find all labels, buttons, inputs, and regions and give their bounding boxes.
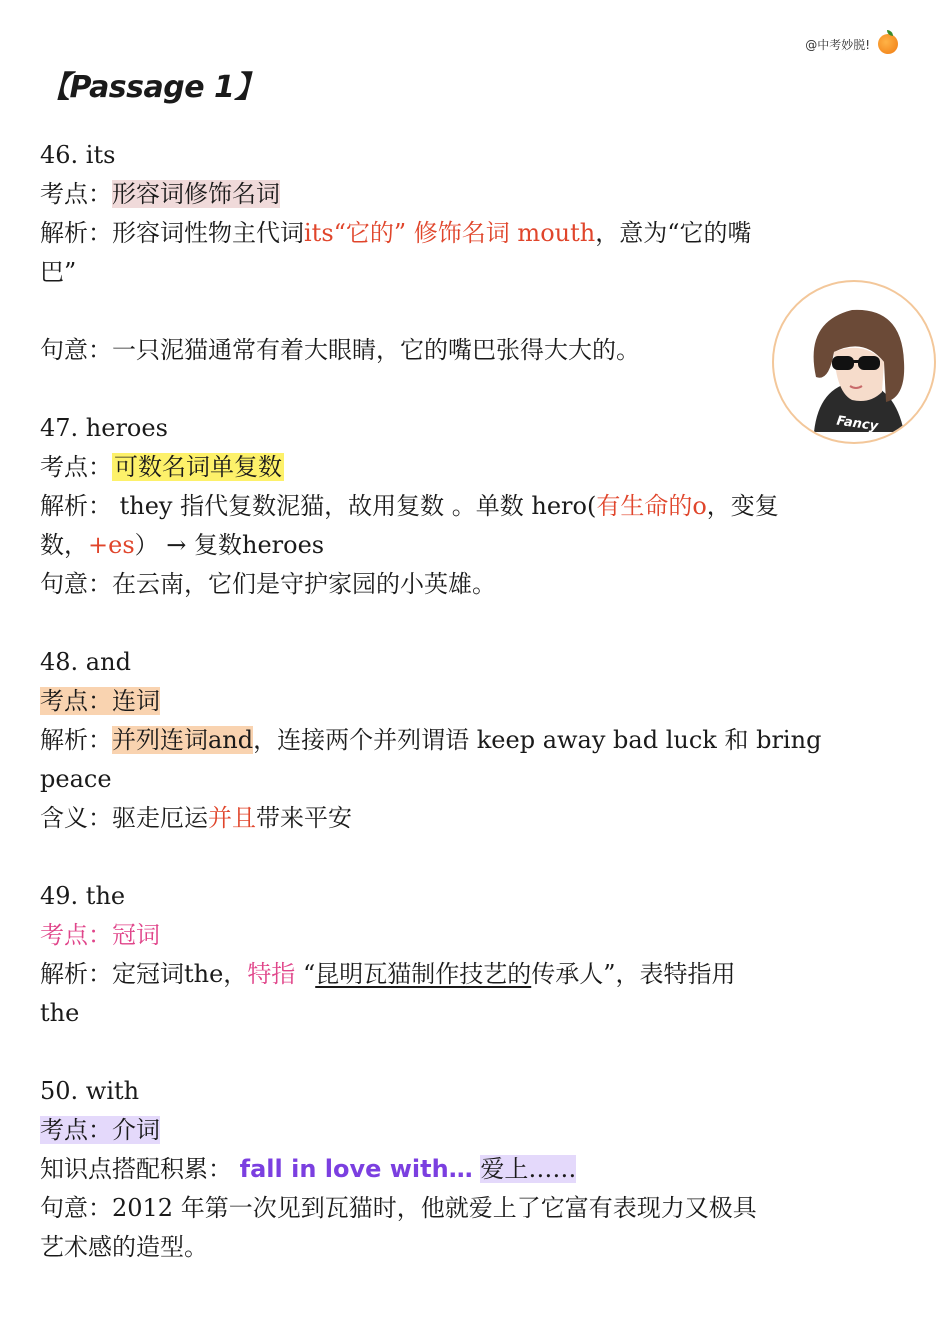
q50-kaodian: 考点：介词 bbox=[40, 1116, 160, 1144]
q47-kaodian-value: 可数名词单复数 bbox=[114, 453, 282, 481]
q50-phrase: fall in love with… bbox=[239, 1155, 473, 1183]
q47-jiexi-cont: 数，+es） → 复数heroes bbox=[40, 531, 325, 559]
q50-phrase-meaning: 爱上…… bbox=[480, 1155, 577, 1183]
orange-icon bbox=[878, 34, 898, 54]
q50-zhishi: 知识点搭配积累： fall in love with… 爱上…… bbox=[40, 1155, 577, 1183]
q46-kaodian: 考点：形容词修饰名词 bbox=[40, 180, 280, 208]
q47-kaodian: 考点：可数名词单复数 bbox=[40, 453, 282, 481]
q50-juyi-cont: 艺术感的造型。 bbox=[40, 1233, 208, 1261]
q48-heading: 48. and bbox=[40, 648, 131, 676]
q48-jiexi-cont: peace bbox=[40, 765, 112, 793]
q50-juyi: 句意：2012 年第一次见到瓦猫时，他就爱上了它富有表现力又极具 bbox=[40, 1194, 757, 1222]
q46-heading: 46. its bbox=[40, 141, 116, 169]
watermark-text: @中考妙脱! bbox=[805, 37, 870, 52]
q50-heading: 50. with bbox=[40, 1077, 140, 1105]
q48-kaodian: 考点：连词 bbox=[40, 687, 160, 715]
q48-hanyi: 含义：驱走厄运并且带来平安 bbox=[40, 804, 352, 832]
q47-heading: 47. heroes bbox=[40, 414, 168, 442]
answer-content bbox=[40, 136, 908, 1267]
avatar-signature: Fancy bbox=[835, 413, 879, 435]
watermark bbox=[805, 34, 898, 54]
q46-jiexi: 解析：形容词性物主代词its“它的” 修饰名词 mouth，意为“它的嘴 bbox=[40, 219, 752, 247]
q47-juyi: 句意：在云南，它们是守护家园的小英雄。 bbox=[40, 570, 496, 598]
q46-juyi: 句意：一只泥猫通常有着大眼睛，它的嘴巴张得大大的。 bbox=[40, 336, 640, 364]
q46-jiexi-cont: 巴” bbox=[40, 258, 77, 286]
q49-kaodian: 考点：冠词 bbox=[40, 921, 160, 949]
q49-heading: 49. the bbox=[40, 882, 126, 910]
q46-kaodian-value: 形容词修饰名词 bbox=[112, 180, 280, 208]
q47-jiexi: 解析： they 指代复数泥猫，故用复数 。单数 hero(有生命的o，变复 bbox=[40, 492, 779, 520]
q48-jiexi: 解析：并列连词and，连接两个并列谓语 keep away bad luck 和 bring bbox=[40, 726, 822, 754]
q49-jiexi: 解析：定冠词the，特指 “昆明瓦猫制作技艺的传承人”，表特指用 bbox=[40, 960, 736, 988]
passage-title: 【Passage 1】 bbox=[40, 70, 264, 105]
q49-jiexi-cont: the bbox=[40, 999, 80, 1027]
